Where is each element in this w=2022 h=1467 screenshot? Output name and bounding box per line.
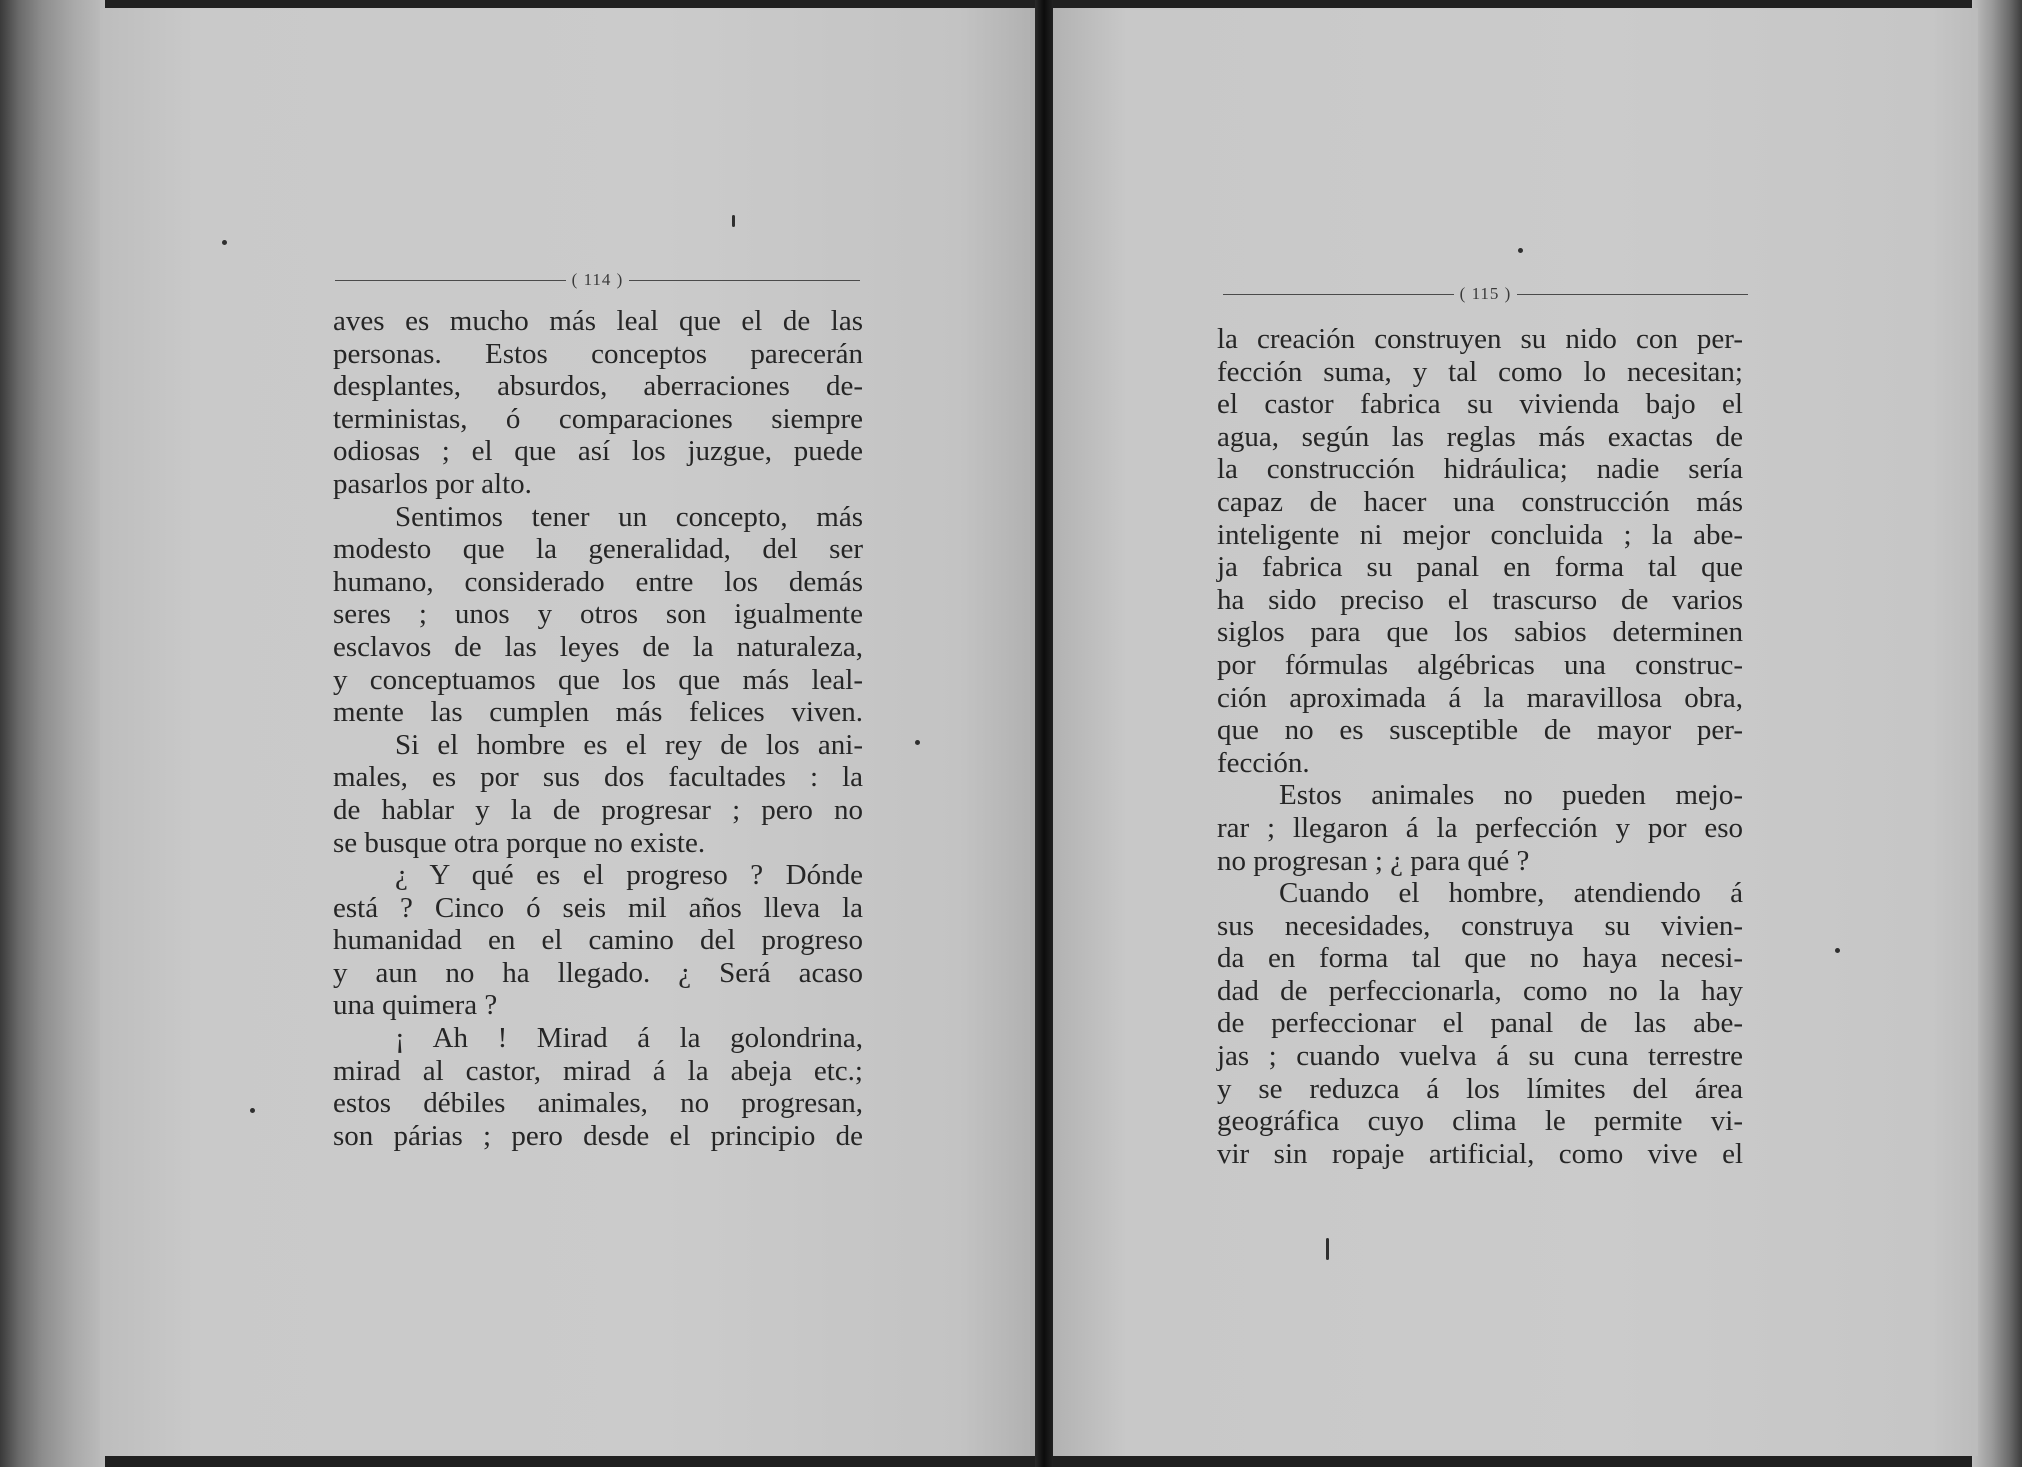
header-rule	[629, 280, 860, 281]
text-line: ción aproximada á la maravillosa obra,	[1217, 681, 1743, 714]
text-line: fección.	[1217, 746, 1310, 779]
scan-speck	[222, 240, 227, 245]
header-rule	[1223, 294, 1454, 295]
text-line: dad de perfeccionarla, como no la hay	[1217, 974, 1743, 1007]
left-page-number: ( 114 )	[571, 270, 624, 289]
text-line: desplantes, absurdos, aberraciones de-	[333, 370, 863, 403]
text-line: esclavos de las leyes de la naturaleza,	[333, 630, 863, 663]
text-line: el castor fabrica su vivienda bajo el	[1217, 388, 1743, 421]
right-page-number: ( 115 )	[1459, 284, 1512, 303]
right-book-edge	[1972, 0, 2022, 1467]
text-line: modesto que la generalidad, del ser	[333, 533, 863, 566]
text-line: una quimera ?	[333, 989, 498, 1022]
text-line: y aun no ha llegado. ¿ Será acaso	[333, 956, 863, 989]
left-page-text	[333, 305, 863, 1152]
book-gutter	[1035, 0, 1053, 1467]
text-line: capaz de hacer una construcción más	[1217, 485, 1743, 518]
text-line: seres ; unos y otros son igualmente	[333, 598, 863, 631]
scan-speck	[250, 1108, 255, 1113]
header-rule	[335, 280, 566, 281]
right-page-text	[1217, 323, 1743, 1170]
text-line: humanidad en el camino del progreso	[333, 924, 863, 957]
text-line: geográfica cuyo clima le permite vi-	[1217, 1105, 1743, 1138]
scan-speck	[915, 740, 920, 745]
text-line: no progresan ; ¿ para qué ?	[1217, 844, 1530, 877]
text-line: aves es mucho más leal que el de las	[333, 305, 863, 337]
header-rule	[1517, 294, 1748, 295]
text-line: fección suma, y tal como lo necesitan;	[1217, 355, 1743, 388]
left-book-edge	[0, 0, 105, 1467]
text-line: sus necesidades, construya su vivien-	[1217, 909, 1743, 942]
text-line: personas. Estos conceptos parecerán	[333, 337, 863, 370]
text-line: mirad al castor, mirad á la abeja etc.;	[333, 1054, 863, 1087]
text-line: está ? Cinco ó seis mil años lleva la	[333, 891, 863, 924]
text-line: estos débiles animales, no progresan,	[333, 1087, 863, 1120]
text-line: son párias ; pero desde el principio de	[333, 1119, 863, 1152]
scan-speck	[1835, 948, 1840, 953]
text-line: siglos para que los sabios determinen	[1217, 616, 1743, 649]
text-line: de perfeccionar el panal de las abe-	[1217, 1007, 1743, 1040]
text-line: de hablar y la de progresar ; pero no	[333, 793, 863, 826]
text-line: humano, considerado entre los demás	[333, 565, 863, 598]
left-page-header	[335, 270, 860, 290]
text-line: inteligente ni mejor concluida ; la abe-	[1217, 518, 1743, 551]
text-line: y conceptuamos que los que más leal-	[333, 663, 863, 696]
text-line: y se reduzca á los límites del área	[1217, 1072, 1743, 1105]
text-line: Estos animales no pueden mejo-	[1279, 779, 1743, 812]
text-line: da en forma tal que no haya necesi-	[1217, 942, 1743, 975]
text-line: que no es susceptible de mayor per-	[1217, 714, 1743, 747]
text-line: odiosas ; el que así los juzgue, puede	[333, 435, 863, 468]
text-line: Si el hombre es el rey de los ani-	[395, 728, 863, 761]
scan-speck	[1518, 248, 1523, 253]
text-line: ha sido preciso el trascurso de varios	[1217, 583, 1743, 616]
right-page-header	[1223, 284, 1748, 304]
text-line: ja fabrica su panal en forma tal que	[1217, 551, 1743, 584]
text-line: por fórmulas algébricas una construc-	[1217, 648, 1743, 681]
text-line: vir sin ropaje artificial, como vive el	[1217, 1137, 1743, 1170]
text-line: la construcción hidráulica; nadie sería	[1217, 453, 1743, 486]
text-line: ¡ Ah ! Mirad á la golondrina,	[395, 1022, 863, 1055]
text-line: males, es por sus dos facultades : la	[333, 761, 863, 794]
text-line: rar ; llegaron á la perfección y por eso	[1217, 811, 1743, 844]
text-line: jas ; cuando vuelva á su cuna terrestre	[1217, 1040, 1743, 1073]
text-line: agua, según las reglas más exactas de	[1217, 420, 1743, 453]
scan-speck	[1326, 1238, 1329, 1260]
text-line: pasarlos por alto.	[333, 467, 532, 500]
text-line: terministas, ó comparaciones siempre	[333, 402, 863, 435]
text-line: se busque otra porque no existe.	[333, 826, 706, 859]
text-line: la creación construyen su nido con per-	[1217, 323, 1743, 355]
text-line: Sentimos tener un concepto, más	[395, 500, 863, 533]
text-line: mente las cumplen más felices viven.	[333, 696, 863, 729]
scan-speck	[732, 215, 735, 227]
text-line: Cuando el hombre, atendiendo á	[1279, 877, 1743, 910]
text-line: ¿ Y qué es el progreso ? Dónde	[395, 859, 863, 892]
